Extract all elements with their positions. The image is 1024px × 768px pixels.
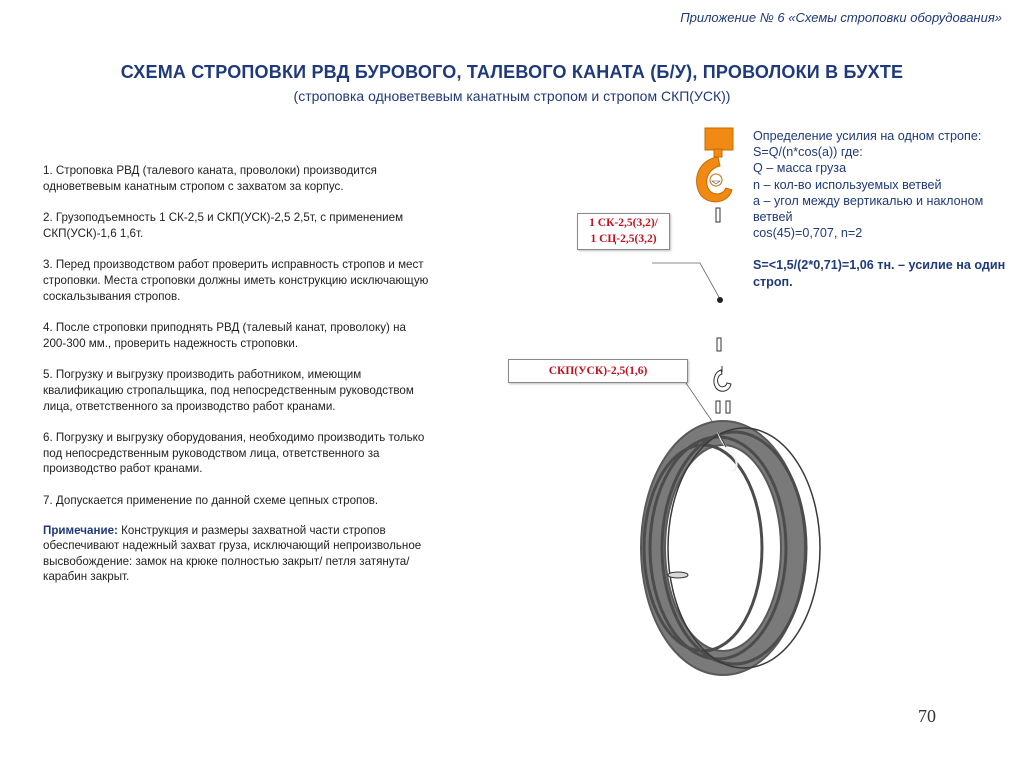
upper-shackle-icon bbox=[716, 208, 720, 222]
note-text: Конструкция и размеры захватной части стропов обеспечивают надежный захват груза, исключающий непроизвольное высвобождение: замок на крюке полностью закрыт/ петля затянута/ карабин закрыт. bbox=[43, 523, 422, 584]
coil-icon bbox=[644, 428, 820, 668]
calc-line: cos(45)=0,707, n=2 bbox=[753, 226, 863, 241]
rule-item: 4. После строповки приподнять РВД (талевый канат, проволоку) на 200-300 мм., проверить надежность строповки. bbox=[43, 321, 406, 350]
calc-line: Определение усилия на одном стропе: bbox=[753, 129, 982, 143]
rule-item: 3. Перед производством работ проверить исправность стропов и мест строповки. Места строповки должны иметь конструкцию исключающую соскальзывания стропов. bbox=[43, 258, 429, 303]
rule-item: 2. Грузоподъемность 1 СК-2,5 и СКП(УСК)-2,5 2,5т, с применением СКП(УСК)-1,6 1,6т. bbox=[43, 211, 404, 240]
page-title: СХЕМА СТРОПОВКИ РВД БУРОВОГО, ТАЛЕВОГО КАНАТА (Б/У), ПРОВОЛОКИ В БУХТЕ bbox=[120, 62, 904, 82]
rule-item: 1. Строповка РВД (талевого каната, проволоки) производится одноветвевым канатным стропом с захватом за корпус. bbox=[43, 164, 377, 193]
sling-label-line: 1 СК-2,5(3,2)/ bbox=[589, 217, 658, 229]
middle-link-icon bbox=[717, 338, 721, 351]
sling-label-line: 1 СЦ-2,5(3,2) bbox=[590, 233, 657, 245]
calc-line: Q – масса груза bbox=[753, 161, 847, 176]
calc-result: S=<1,5/(2*0,71)=1,06 тн. – усилие на один строп. bbox=[753, 258, 1006, 289]
calc-line: а – угол между вертикалью и наклоном ветвей bbox=[753, 193, 984, 225]
page-number: 70 bbox=[918, 706, 936, 726]
connection-point-icon bbox=[717, 297, 723, 303]
calc-line: n – кол-во используемых ветвей bbox=[753, 177, 942, 192]
double-link-icon bbox=[716, 401, 730, 413]
leader-line bbox=[652, 263, 720, 299]
calc-line: S=Q/(n*cos(a)) где: bbox=[753, 145, 863, 160]
sling-label-bottom: СКП(УСК)-2,5(1,6) bbox=[508, 359, 688, 383]
note-label: Примечание: bbox=[43, 523, 118, 537]
page-subtitle: (строповка одноветвевым канатным стропом и стропом СКП(УСК)) bbox=[293, 88, 731, 104]
sling-label-top bbox=[577, 213, 670, 250]
rule-item: 5. Погрузку и выгрузку производить работником, имеющим квалификацию стропальщика, под непосредственным руководством лица, ответственного за производство работ кранами. bbox=[43, 368, 414, 413]
appendix-reference: Приложение № 6 «Схемы строповки оборудования» bbox=[680, 10, 1002, 25]
rule-item: 6. Погрузку и выгрузку оборудования, необходимо производить только под непосредственным руководством лица, ответственного за производство работ кранами. bbox=[43, 431, 425, 476]
crane-hook-icon bbox=[697, 128, 733, 202]
rule-item: 7. Допускается применение по данной схеме цепных стропов. bbox=[43, 493, 379, 507]
sling-hook-icon bbox=[714, 366, 731, 391]
